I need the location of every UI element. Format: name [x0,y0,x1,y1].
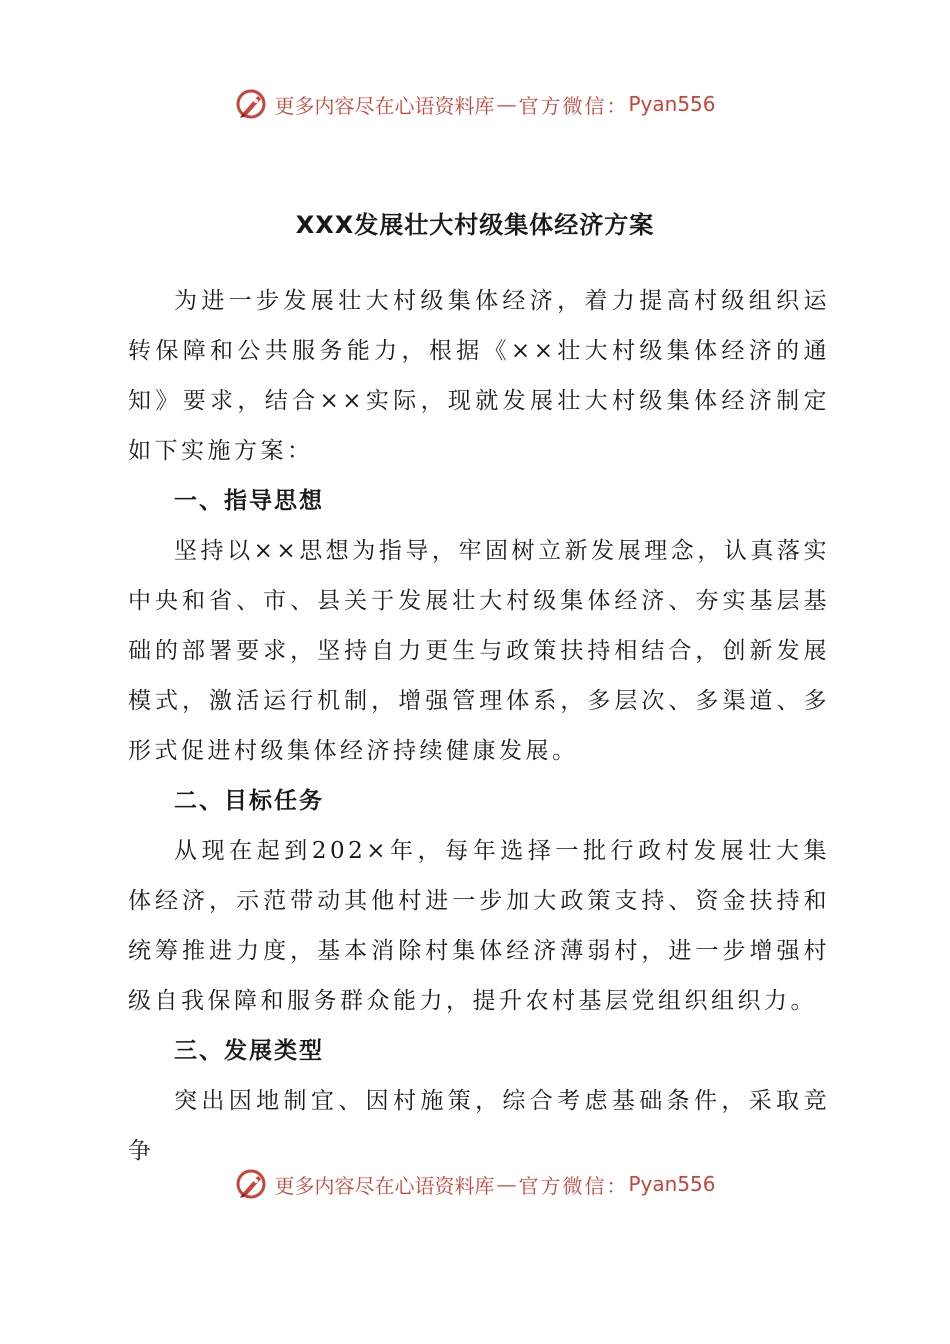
banner-dash: — [496,92,517,116]
document-title: XXX发展壮大村级集体经济方案 [295,211,655,239]
document-body [128,276,830,1176]
pen-logo-icon [234,1167,268,1201]
banner-official-label: 官方微信： [518,93,629,118]
banner-official-label: 官方微信： [518,1173,629,1198]
section-heading: 二、目标任务 [174,788,324,814]
header-banner [0,84,950,124]
section-heading: 三、发展类型 [174,1038,324,1064]
banner-brand-text: 更多内容尽在心语资料库 [274,1173,495,1198]
section-paragraph: 从现在起到202×年，每年选择一批行政村发展壮大集体经济，示范带动其他村进一步加大政策支持、资金扶持和统筹推进力度，基本消除村集体经济薄弱村，进一步增强村级自我保障和服务群众能力，提升农村基层党组织组织力。 [128,838,830,1014]
pen-logo-icon [234,87,268,121]
section-paragraph: 突出因地制宜、因村施策，综合考虑基础条件，采取竞争 [128,1088,830,1164]
banner-wechat-id: Pyan556 [628,1172,716,1196]
banner-dash: — [496,1172,517,1196]
banner-wechat-id: Pyan556 [628,92,716,116]
section-heading: 一、指导思想 [174,488,324,514]
section-paragraph: 坚持以××思想为指导，牢固树立新发展理念，认真落实中央和省、市、县关于发展壮大村级集体经济、夯实基层基础的部署要求，坚持自力更生与政策扶持相结合，创新发展模式，激活运行机制，增强管理体系，多层次、多渠道、多形式促进村级集体经济持续健康发展。 [128,538,830,764]
footer-banner [0,1164,950,1204]
banner-brand-text: 更多内容尽在心语资料库 [274,93,495,118]
intro-paragraph: 为进一步发展壮大村级集体经济，着力提高村级组织运转保障和公共服务能力，根据《××壮大村级集体经济的通知》要求，结合××实际，现就发展壮大村级集体经济制定如下实施方案： [128,288,830,464]
